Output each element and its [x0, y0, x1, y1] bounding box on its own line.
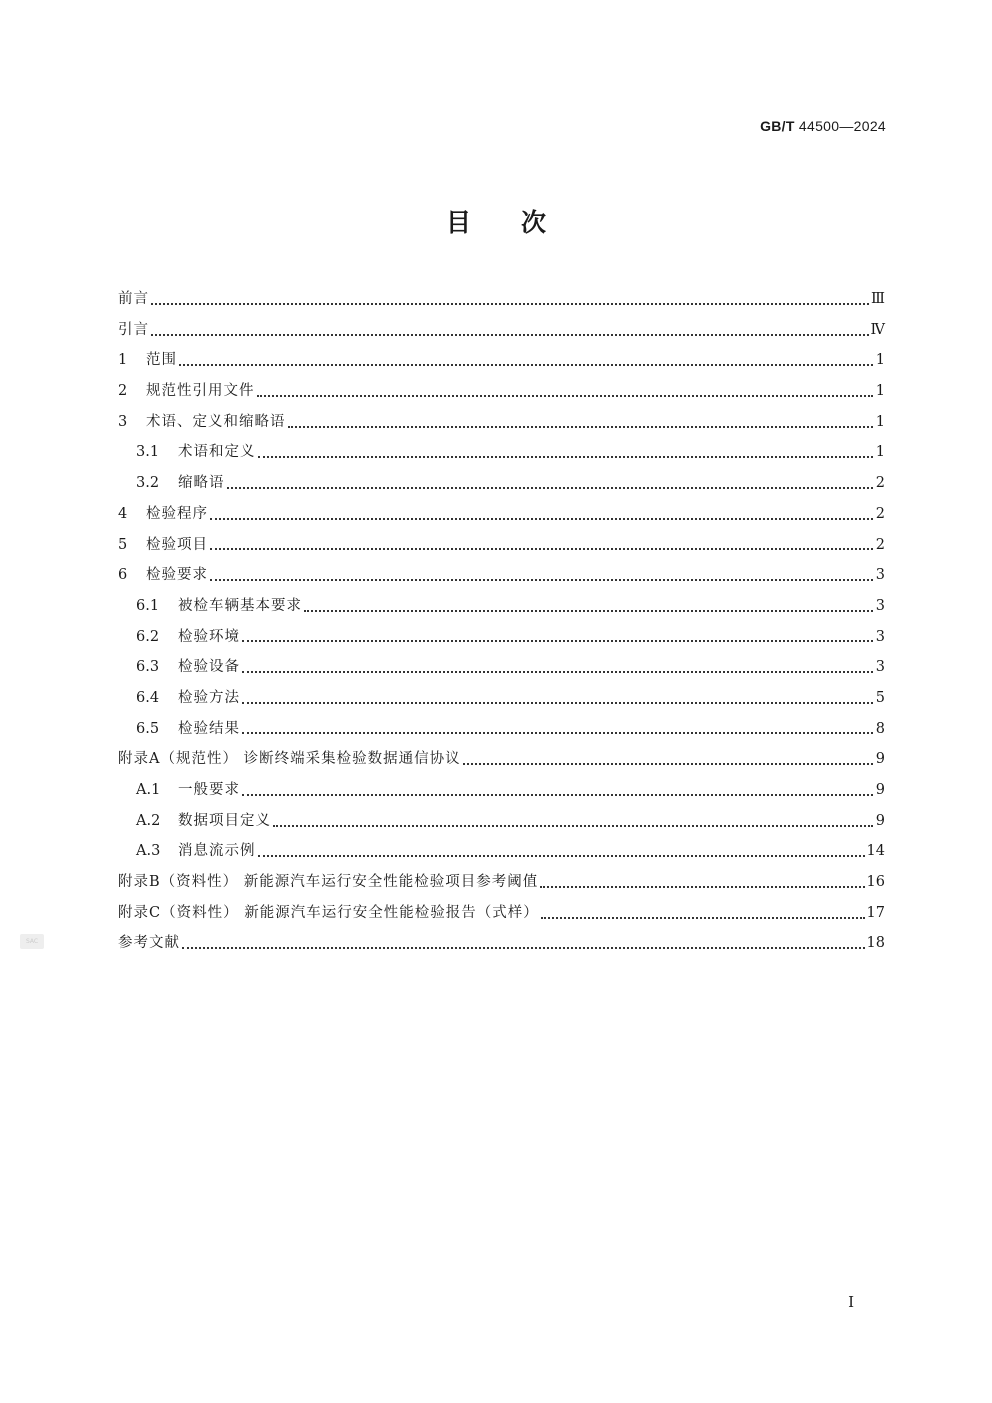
toc-leader-dots: [258, 854, 865, 857]
toc-entry-label: 检验方法: [178, 689, 240, 706]
toc-entry-number: 3: [118, 413, 128, 430]
toc-entry-page: 3: [875, 597, 885, 614]
toc-entry[interactable]: [118, 591, 885, 622]
toc-entry-label: 一般要求: [178, 782, 240, 798]
toc-entry-number: 4: [118, 505, 128, 522]
toc-leader-dots: [242, 793, 873, 796]
standard-number: 44500—2024: [798, 118, 886, 134]
toc-leader-dots: [151, 333, 869, 336]
toc-leader-dots: [541, 916, 865, 919]
toc-leader-dots: [258, 455, 874, 458]
toc-leader-dots: [463, 762, 873, 765]
toc-entry-label: 检验要求: [146, 567, 208, 584]
toc-leader-dots: [242, 731, 873, 734]
toc-entry-page: 8: [875, 720, 885, 737]
toc-entry[interactable]: [118, 714, 885, 745]
toc-entry-number: 6.3: [136, 659, 160, 676]
toc-entry-number: 6.4: [136, 689, 160, 706]
toc-entry-label: 检验程序: [146, 505, 208, 522]
toc-leader-dots: [257, 394, 874, 397]
table-of-contents: [118, 284, 885, 959]
toc-entry-number: 3.2: [136, 475, 160, 492]
toc-entry[interactable]: [118, 744, 885, 775]
toc-entry-number: 6.2: [136, 628, 160, 645]
toc-leader-dots: [210, 517, 873, 520]
toc-leader-dots: [242, 639, 873, 642]
toc-entry[interactable]: [118, 622, 885, 653]
toc-entry-page: 2: [875, 505, 885, 522]
toc-entry[interactable]: [118, 530, 885, 561]
toc-entry-number: 6: [118, 567, 128, 584]
toc-entry[interactable]: [118, 836, 885, 867]
toc-entry-label: 规范性引用文件: [146, 383, 255, 400]
toc-entry-page: 14: [866, 843, 885, 860]
toc-entry-page: 16: [866, 874, 885, 891]
toc-leader-dots: [151, 302, 869, 305]
toc-entry[interactable]: [118, 898, 885, 929]
toc-entry-label: 检验结果: [178, 720, 240, 737]
page-title: 目次: [445, 208, 596, 237]
toc-entry-page: 9: [875, 812, 885, 829]
toc-entry[interactable]: [118, 683, 885, 714]
toc-entry[interactable]: [118, 437, 885, 468]
toc-leader-dots: [273, 824, 873, 827]
standard-prefix: GB/T: [760, 118, 795, 134]
toc-entry[interactable]: [118, 315, 885, 346]
toc-entry-label: 检验环境: [178, 628, 240, 645]
toc-entry-label: 引言: [118, 321, 149, 338]
toc-entry-page: 3: [875, 567, 885, 584]
toc-entry-label: 范围: [146, 352, 177, 369]
toc-leader-dots: [288, 425, 874, 428]
toc-entry-page: 2: [875, 536, 885, 553]
toc-leader-dots: [182, 946, 865, 949]
toc-entry-number: 6.1: [136, 597, 160, 614]
toc-leader-dots: [242, 670, 873, 673]
toc-entry-label: 术语、定义和缩略语: [146, 413, 286, 430]
standard-code: [760, 118, 886, 134]
toc-leader-dots: [179, 363, 873, 366]
toc-leader-dots: [227, 486, 874, 489]
toc-leader-dots: [540, 885, 864, 888]
toc-entry-page: 5: [875, 689, 885, 706]
toc-entry-number: 5: [118, 536, 128, 553]
toc-entry[interactable]: [118, 468, 885, 499]
toc-entry-page: 9: [875, 751, 885, 768]
toc-entry-label: 前言: [118, 291, 149, 307]
toc-entry-page: 18: [866, 935, 885, 952]
toc-entry[interactable]: [118, 928, 885, 959]
toc-entry-number: A.2: [136, 812, 161, 829]
toc-leader-dots: [242, 701, 873, 704]
toc-entry-label: 检验项目: [146, 536, 208, 553]
toc-entry[interactable]: [118, 867, 885, 898]
toc-entry[interactable]: [118, 806, 885, 837]
toc-entry-number: 1: [118, 352, 128, 369]
toc-entry-page: 1: [875, 352, 885, 369]
toc-entry-page: 1: [875, 383, 885, 400]
toc-entry-label: 数据项目定义: [178, 812, 271, 829]
toc-entry-page: Ⅳ: [870, 321, 885, 338]
toc-entry-label: 术语和定义: [178, 444, 256, 461]
toc-entry[interactable]: [118, 775, 885, 806]
toc-entry-page: 3: [875, 628, 885, 645]
toc-entry-label: 附录A（规范性） 诊断终端采集检验数据通信协议: [118, 751, 461, 768]
toc-entry-page: 3: [875, 659, 885, 676]
toc-entry-page: 17: [866, 904, 885, 921]
toc-entry-page: 1: [875, 413, 885, 430]
toc-entry[interactable]: [118, 499, 885, 530]
toc-entry-page: 2: [875, 475, 885, 492]
toc-entry-number: A.3: [136, 843, 161, 860]
toc-entry-label: 被检车辆基本要求: [178, 597, 302, 614]
toc-entry-number: 3.1: [136, 444, 160, 461]
toc-entry[interactable]: [118, 345, 885, 376]
toc-entry-page: Ⅲ: [871, 291, 885, 307]
toc-entry-number: 2: [118, 383, 128, 400]
toc-entry-label: 附录B（资料性） 新能源汽车运行安全性能检验项目参考阈值: [118, 874, 539, 891]
toc-entry-page: 1: [875, 444, 885, 461]
toc-entry-page: 9: [875, 782, 885, 798]
toc-entry[interactable]: [118, 284, 885, 315]
toc-entry-label: 消息流示例: [178, 843, 256, 860]
watermark-stamp: SAC: [20, 934, 44, 949]
toc-entry-number: 6.5: [136, 720, 160, 737]
toc-entry[interactable]: [118, 407, 885, 438]
toc-entry-label: 检验设备: [178, 659, 240, 676]
toc-entry-label: 缩略语: [178, 475, 225, 492]
toc-leader-dots: [210, 547, 873, 550]
toc-entry[interactable]: [118, 652, 885, 683]
toc-leader-dots: [304, 609, 873, 612]
toc-entry-label: 参考文献: [118, 935, 180, 952]
toc-entry[interactable]: [118, 376, 885, 407]
toc-entry-label: 附录C（资料性） 新能源汽车运行安全性能检验报告（式样）: [118, 904, 539, 921]
page-number: Ⅰ: [848, 1293, 854, 1311]
toc-entry-number: A.1: [136, 782, 161, 798]
toc-entry[interactable]: [118, 560, 885, 591]
toc-leader-dots: [210, 578, 873, 581]
